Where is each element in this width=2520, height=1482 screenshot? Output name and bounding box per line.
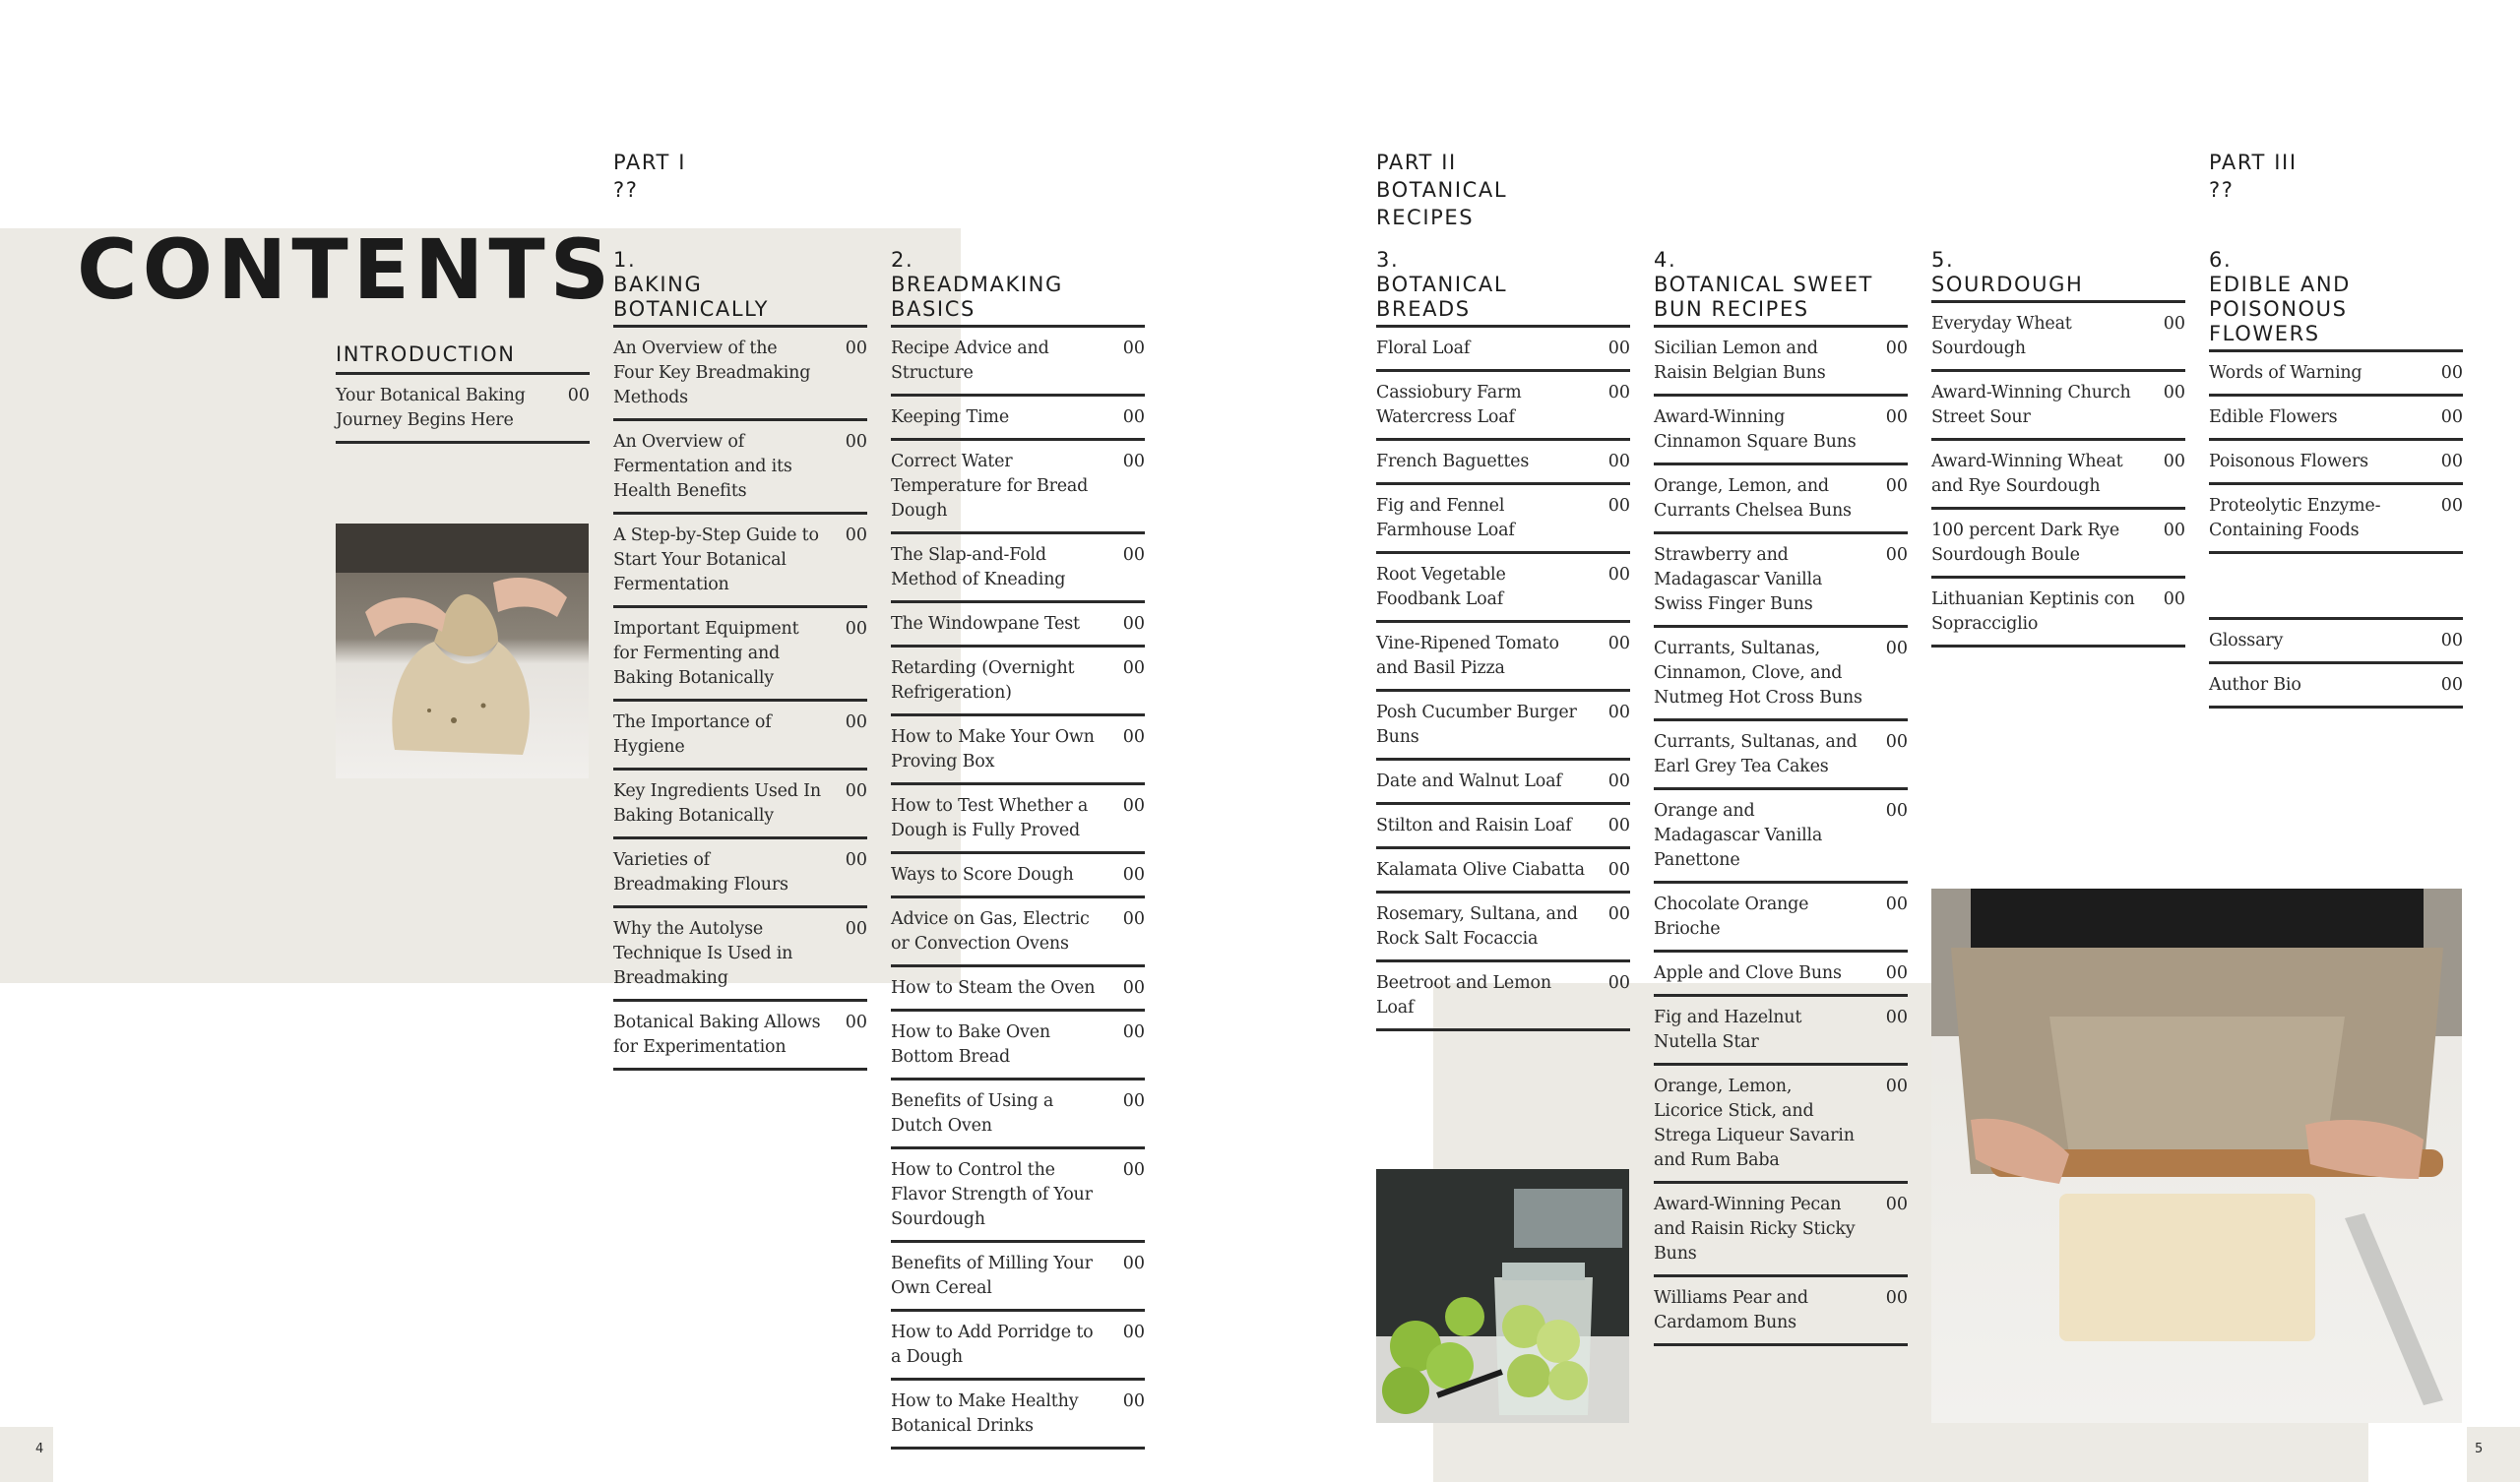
chapter-title: BOTANICAL SWEET BUN RECIPES: [1654, 273, 1873, 321]
toc-entry-page: 00: [1122, 407, 1145, 427]
toc-entry-page: 00: [1885, 732, 1908, 752]
toc-entry-title: Williams Pear and Cardamom Buns: [1654, 1288, 1808, 1332]
toc-entry[interactable]: [1654, 953, 1908, 997]
toc-entry-title: Award-Winning Pecan and Raisin Ricky Sticky Buns: [1654, 1195, 1856, 1264]
toc-entry-title: Botanical Baking Allows for Experimentation: [613, 1013, 821, 1057]
toc-entry-page: 00: [1122, 545, 1145, 565]
toc-entry[interactable]: [891, 1012, 1145, 1081]
toc-entry[interactable]: [613, 515, 867, 608]
chapter-number: 2.: [891, 248, 914, 272]
toc-entry[interactable]: [2209, 617, 2463, 664]
toc-entry[interactable]: [613, 771, 867, 839]
toc-entry-page: 00: [1607, 383, 1630, 402]
toc-entry-page: 00: [2163, 589, 2185, 609]
toc-entry[interactable]: [1931, 510, 2185, 579]
toc-entry-page: 00: [1122, 1254, 1145, 1273]
toc-entry-title: How to Test Whether a Dough is Fully Proved: [891, 796, 1089, 840]
toc-entry[interactable]: [613, 421, 867, 515]
chapter-title: EDIBLE AND POISONOUS FLOWERS: [2209, 273, 2351, 345]
dough-shaping-photo: [336, 524, 589, 778]
toc-entry-page: 00: [845, 1013, 867, 1032]
toc-entry-title: Fig and Fennel Farmhouse Loaf: [1376, 496, 1515, 540]
toc-entry-title: Varieties of Breadmaking Flours: [613, 850, 788, 895]
toc-entry[interactable]: [891, 854, 1145, 898]
toc-entry-page: 00: [845, 919, 867, 939]
toc-entry-page: 00: [1607, 496, 1630, 516]
toc-entry-page: 00: [1607, 339, 1630, 358]
toc-entry-title: Apple and Clove Buns: [1654, 963, 1842, 983]
toc-entry-page: 00: [1607, 634, 1630, 653]
toc-entry[interactable]: [891, 328, 1145, 397]
toc-entry-title: How to Make Healthy Botanical Drinks: [891, 1391, 1079, 1436]
toc-entry-title: The Importance of Hygiene: [613, 712, 772, 757]
toc-entry[interactable]: [1376, 372, 1630, 441]
toc-entry-page: 00: [1885, 407, 1908, 427]
toc-entry-page: 00: [1607, 703, 1630, 722]
toc-entry[interactable]: [891, 603, 1145, 648]
toc-entry-page: 00: [1122, 909, 1145, 929]
toc-entry-title: An Overview of the Four Key Breadmaking Methods: [613, 339, 811, 407]
toc-entry[interactable]: [1376, 623, 1630, 692]
chapter-6-heading: [2209, 248, 2463, 352]
right-page-number: 5: [2475, 1442, 2484, 1456]
part-2-label: PART II BOTANICAL RECIPES: [1376, 151, 1508, 229]
toc-entry-title: Words of Warning: [2209, 363, 2362, 383]
toc-entry-title: Author Bio: [2209, 675, 2301, 695]
toc-entry-title: Keeping Time: [891, 407, 1009, 427]
toc-entry-title: Your Botanical Baking Journey Begins Here: [336, 386, 526, 430]
toc-entry-title: How to Control the Flavor Strength of Your Sourdough: [891, 1160, 1093, 1229]
toc-entry-page: 00: [1122, 1391, 1145, 1411]
toc-entry[interactable]: [2209, 441, 2463, 485]
toc-entry-title: Fig and Hazelnut Nutella Star: [1654, 1008, 1802, 1052]
toc-entry[interactable]: [1931, 441, 2185, 510]
toc-entry-page: 00: [1122, 1091, 1145, 1111]
toc-entry-page: 00: [845, 850, 867, 870]
toc-entry[interactable]: [1654, 997, 1908, 1066]
toc-entry-title: How to Steam the Oven: [891, 978, 1096, 998]
toc-entry-page: 00: [2440, 363, 2463, 383]
toc-entry-page: 00: [1885, 963, 1908, 983]
toc-entry-page: 00: [1122, 978, 1145, 998]
toc-entry[interactable]: [1376, 328, 1630, 372]
toc-entry[interactable]: [891, 397, 1145, 441]
toc-entry-page: 00: [2440, 452, 2463, 471]
toc-entry-page: 00: [1607, 772, 1630, 791]
toc-entry[interactable]: [2209, 664, 2463, 709]
left-page-number: 4: [35, 1442, 44, 1456]
toc-entry-title: Award-Winning Cinnamon Square Buns: [1654, 407, 1857, 452]
toc-entry-title: Advice on Gas, Electric or Convection Ovens: [891, 909, 1090, 954]
chapter-5-heading: [1931, 248, 2185, 303]
toc-entry[interactable]: [891, 785, 1145, 854]
toc-entry-title: Orange and Madagascar Vanilla Panettone: [1654, 801, 1823, 870]
toc-entry-page: 00: [845, 339, 867, 358]
toc-entry-page: 00: [1122, 339, 1145, 358]
toc-entry-title: Strawberry and Madagascar Vanilla Swiss Finger Buns: [1654, 545, 1823, 614]
toc-entry[interactable]: [1376, 849, 1630, 894]
toc-entry-page: 00: [845, 619, 867, 639]
chapter-number: 4.: [1654, 248, 1677, 272]
toc-entry-page: 00: [1122, 1022, 1145, 1042]
toc-entry[interactable]: [1654, 721, 1908, 790]
toc-entry[interactable]: [613, 1002, 867, 1071]
toc-entry[interactable]: [1654, 1066, 1908, 1184]
toc-entry[interactable]: [1654, 628, 1908, 721]
toc-entry[interactable]: [1376, 962, 1630, 1031]
toc-entry[interactable]: [1654, 397, 1908, 465]
toc-entry-page: 00: [1122, 727, 1145, 747]
toc-entry-title: Benefits of Milling Your Own Cereal: [891, 1254, 1093, 1298]
toc-entry[interactable]: [891, 1149, 1145, 1243]
toc-entry-page: 00: [1885, 639, 1908, 658]
chapter-title: BAKING BOTANICALLY: [613, 273, 770, 321]
toc-entry[interactable]: [613, 328, 867, 421]
toc-entry-title: Award-Winning Wheat and Rye Sourdough: [1931, 452, 2123, 496]
toc-entry[interactable]: [1931, 372, 2185, 441]
toc-entry-title: Ways to Score Dough: [891, 865, 1074, 885]
toc-entry-page: 00: [1122, 865, 1145, 885]
toc-entry-title: Currants, Sultanas, and Earl Grey Tea Cakes: [1654, 732, 1858, 776]
rolling-dough-photo: [1931, 889, 2462, 1423]
toc-entry-title: Important Equipment for Fermenting and Baking Botanically: [613, 619, 799, 688]
toc-entry-page: 00: [1607, 565, 1630, 585]
toc-entry-title: How to Make Your Own Proving Box: [891, 727, 1095, 772]
toc-entry[interactable]: [1376, 441, 1630, 485]
toc-entry-page: 00: [1885, 1288, 1908, 1308]
toc-entry[interactable]: [1654, 1184, 1908, 1277]
chapter-number: 1.: [613, 248, 637, 272]
toc-entry[interactable]: [2209, 485, 2463, 554]
toc-entry-page: 00: [1607, 816, 1630, 835]
toc-entry[interactable]: [2209, 397, 2463, 441]
toc-entry-page: 00: [1885, 1077, 1908, 1096]
introduction-heading: INTRODUCTION: [336, 342, 516, 366]
chapter-1-heading: [613, 248, 867, 328]
toc-entry-page: 00: [1122, 658, 1145, 678]
toc-entry-page: 00: [2440, 631, 2463, 650]
toc-entry-title: Orange, Lemon, Licorice Stick, and Strega Liqueur Savarin and Rum Baba: [1654, 1077, 1855, 1170]
toc-entry-page: 00: [1885, 1008, 1908, 1027]
toc-entry-page: 00: [1885, 801, 1908, 821]
toc-entry[interactable]: [891, 534, 1145, 603]
toc-entry[interactable]: [1654, 328, 1908, 397]
chapter-3-heading: [1376, 248, 1630, 328]
toc-entry[interactable]: [891, 1312, 1145, 1381]
toc-entry-title: Orange, Lemon, and Currants Chelsea Buns: [1654, 476, 1852, 521]
toc-entry-title: Retarding (Overnight Refrigeration): [891, 658, 1075, 703]
toc-entry[interactable]: [1376, 761, 1630, 805]
toc-entry[interactable]: [891, 898, 1145, 967]
chapter-2-heading: [891, 248, 1145, 328]
toc-entry-title: Stilton and Raisin Loaf: [1376, 816, 1572, 835]
chapter-5-column: [1931, 248, 2185, 648]
toc-entry-page: 00: [2440, 496, 2463, 516]
toc-entry-title: A Step-by-Step Guide to Start Your Botanical Fermentation: [613, 525, 819, 594]
toc-entry[interactable]: [891, 967, 1145, 1012]
toc-entry-page: 00: [1885, 545, 1908, 565]
toc-entry-page: 00: [845, 525, 867, 545]
toc-entry[interactable]: [891, 1381, 1145, 1450]
left-folio-band: [0, 1427, 53, 1482]
toc-entry-title: Proteolytic Enzyme-Containing Foods: [2209, 496, 2381, 540]
toc-entry-title: Kalamata Olive Ciabatta: [1376, 860, 1585, 880]
toc-entry-title: French Baguettes: [1376, 452, 1530, 471]
toc-entry-page: 00: [1885, 476, 1908, 496]
toc-entry-title: Root Vegetable Foodbank Loaf: [1376, 565, 1506, 609]
toc-entry-page: 00: [2163, 314, 2185, 334]
toc-entry-page: 00: [845, 781, 867, 801]
toc-entry-page: 00: [1122, 614, 1145, 634]
apple-drink-photo: [1376, 1169, 1629, 1423]
toc-entry-title: Beetroot and Lemon Loaf: [1376, 973, 1551, 1018]
toc-entry-page: 00: [1122, 1323, 1145, 1342]
toc-entry-page: 00: [1122, 1160, 1145, 1180]
toc-entry-title: The Slap-and-Fold Method of Kneading: [891, 545, 1066, 589]
toc-entry[interactable]: [1376, 805, 1630, 849]
toc-entry-title: 100 percent Dark Rye Sourdough Boule: [1931, 521, 2120, 565]
toc-entry-title: The Windowpane Test: [891, 614, 1080, 634]
chapter-6-column: [2209, 248, 2463, 709]
page-title: CONTENTS: [77, 221, 615, 318]
chapter-2-column: [891, 248, 1145, 1450]
toc-entry-title: Chocolate Orange Brioche: [1654, 895, 1809, 939]
toc-entry-title: An Overview of Fermentation and its Health Benefits: [613, 432, 792, 501]
toc-entry[interactable]: [613, 702, 867, 771]
toc-entry[interactable]: [891, 716, 1145, 785]
toc-entry-title: Lithuanian Keptinis con Sopracciglio: [1931, 589, 2135, 634]
toc-entry[interactable]: [336, 375, 590, 444]
toc-entry-page: 00: [2163, 452, 2185, 471]
chapter-number: 5.: [1931, 248, 1955, 272]
introduction-column: [336, 372, 590, 444]
toc-entry-page: 00: [1122, 452, 1145, 471]
toc-entry-title: How to Add Porridge to a Dough: [891, 1323, 1094, 1367]
toc-entry[interactable]: [1931, 579, 2185, 648]
chapter-title: BOTANICAL BREADS: [1376, 273, 1508, 321]
toc-entry[interactable]: [2209, 352, 2463, 397]
toc-entry-title: Currants, Sultanas, Cinnamon, Clove, and Nutmeg Hot Cross Buns: [1654, 639, 1862, 708]
chapter-number: 6.: [2209, 248, 2233, 272]
toc-entry[interactable]: [1654, 884, 1908, 953]
toc-entry-page: 00: [2163, 521, 2185, 540]
toc-entry[interactable]: [1931, 303, 2185, 372]
toc-entry-title: Edible Flowers: [2209, 407, 2338, 427]
toc-entry-title: Glossary: [2209, 631, 2284, 650]
toc-entry-title: Cassiobury Farm Watercress Loaf: [1376, 383, 1522, 427]
toc-entry[interactable]: [1376, 692, 1630, 761]
toc-entry-title: Everyday Wheat Sourdough: [1931, 314, 2072, 358]
toc-entry-page: 00: [567, 386, 590, 405]
toc-entry-title: How to Bake Oven Bottom Bread: [891, 1022, 1050, 1067]
toc-entry-title: Vine-Ripened Tomato and Basil Pizza: [1376, 634, 1559, 678]
toc-entry[interactable]: [891, 1243, 1145, 1312]
toc-entry[interactable]: [1654, 790, 1908, 884]
toc-entry-title: Sicilian Lemon and Raisin Belgian Buns: [1654, 339, 1826, 383]
toc-entry-title: Award-Winning Church Street Sour: [1931, 383, 2131, 427]
toc-entry-title: Date and Walnut Loaf: [1376, 772, 1562, 791]
toc-entry-page: 00: [845, 432, 867, 452]
toc-entry-title: Recipe Advice and Structure: [891, 339, 1049, 383]
toc-entry-title: Floral Loaf: [1376, 339, 1471, 358]
toc-entry-title: Posh Cucumber Burger Buns: [1376, 703, 1577, 747]
toc-entry-page: 00: [1607, 860, 1630, 880]
toc-entry-page: 00: [1607, 452, 1630, 471]
chapter-number: 3.: [1376, 248, 1400, 272]
toc-entry[interactable]: [613, 839, 867, 908]
toc-entry-title: Benefits of Using a Dutch Oven: [891, 1091, 1054, 1136]
toc-entry-page: 00: [1607, 973, 1630, 993]
chapter-4-column: [1654, 248, 1908, 1346]
toc-entry-page: 00: [2440, 675, 2463, 695]
toc-entry[interactable]: [1376, 554, 1630, 623]
chapter-title: BREADMAKING BASICS: [891, 273, 1063, 321]
toc-entry[interactable]: [891, 441, 1145, 534]
toc-entry-page: 00: [1607, 904, 1630, 924]
part-1-label: PART I ??: [613, 151, 687, 202]
chapter-4-heading: [1654, 248, 1908, 328]
chapter-3-column: [1376, 248, 1630, 1031]
toc-entry[interactable]: [1376, 485, 1630, 554]
toc-entry-title: Key Ingredients Used In Baking Botanically: [613, 781, 821, 826]
toc-entry-page: 00: [845, 712, 867, 732]
toc-entry[interactable]: [613, 908, 867, 1002]
toc-entry[interactable]: [1376, 894, 1630, 962]
toc-entry-title: Why the Autolyse Technique Is Used in Breadmaking: [613, 919, 793, 988]
toc-entry[interactable]: [891, 648, 1145, 716]
toc-entry-page: 00: [2440, 407, 2463, 427]
toc-entry-page: 00: [1122, 796, 1145, 816]
toc-entry[interactable]: [1654, 534, 1908, 628]
chapter-title: SOURDOUGH: [1931, 273, 2084, 296]
toc-entry[interactable]: [613, 608, 867, 702]
toc-entry[interactable]: [891, 1081, 1145, 1149]
chapter-1-column: [613, 248, 867, 1071]
toc-entry-page: 00: [1885, 339, 1908, 358]
toc-entry-title: Rosemary, Sultana, and Rock Salt Focaccia: [1376, 904, 1578, 949]
toc-entry-page: 00: [1885, 1195, 1908, 1214]
toc-entry[interactable]: [1654, 465, 1908, 534]
toc-entry[interactable]: [1654, 1277, 1908, 1346]
toc-entry-page: 00: [1885, 895, 1908, 914]
toc-entry-title: Correct Water Temperature for Bread Dough: [891, 452, 1089, 521]
toc-entry-page: 00: [2163, 383, 2185, 402]
toc-entry-title: Poisonous Flowers: [2209, 452, 2368, 471]
part-3-label: PART III ??: [2209, 151, 2298, 202]
